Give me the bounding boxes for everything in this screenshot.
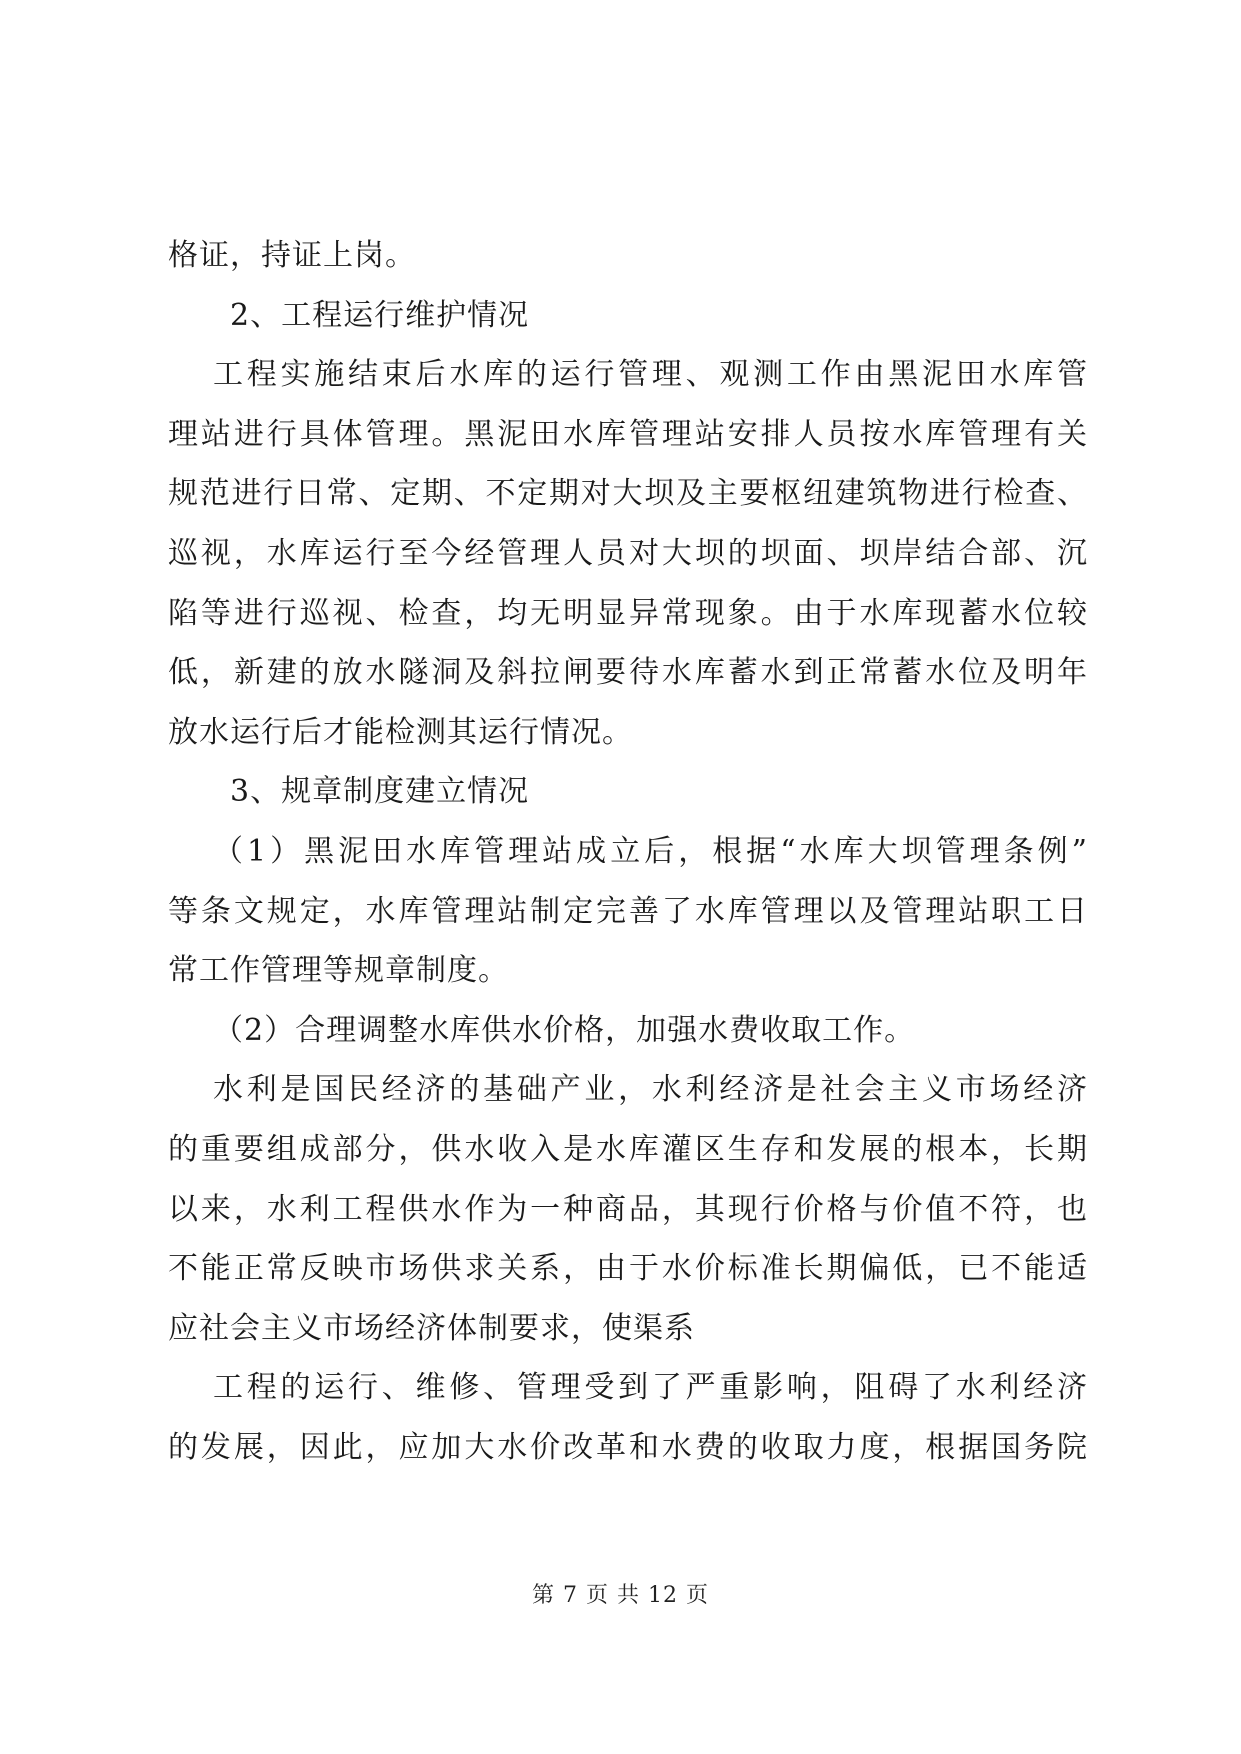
text-line-14: （2）合理调整水库供水价格，加强水费收取工作。 — [213, 1012, 916, 1048]
text-line-13: 常工作管理等规章制度。 — [168, 953, 509, 989]
text-line-21: 的发展，因此，应加大水价改革和水费的收取力度，根据国务院 — [168, 1429, 1088, 1465]
text-line-17: 以来，水利工程供水作为一种商品，其现行价格与价值不符，也 — [168, 1191, 1088, 1227]
text-line-12: 等条文规定，水库管理站制定完善了水库管理以及管理站职工日 — [168, 893, 1088, 929]
text-line-6: 巡视，水库运行至今经管理人员对大坝的坝面、坝岸结合部、沉 — [168, 535, 1088, 571]
document-body — [168, 226, 1088, 1477]
text-line-1: 格证，持证上岗。 — [168, 238, 416, 273]
text-line-3: 工程实施结束后水库的运行管理、观测工作由黑泥田水库管 — [213, 357, 1088, 393]
text-line-15: 水利是国民经济的基础产业，水利经济是社会主义市场经济 — [213, 1072, 1088, 1108]
page-footer: 第 7 页 共 12 页 — [532, 1583, 709, 1608]
text-line-8: 低，新建的放水隧洞及斜拉闸要待水库蓄水到正常蓄水位及明年 — [168, 655, 1088, 691]
section-heading-2: 2、工程运行维护情况 — [230, 297, 530, 333]
text-line-19: 应社会主义市场经济体制要求，使渠系 — [168, 1310, 695, 1346]
text-line-16: 的重要组成部分，供水收入是水库灌区生存和发展的根本，长期 — [168, 1131, 1088, 1167]
section-heading-3: 3、规章制度建立情况 — [230, 774, 530, 810]
text-line-18: 不能正常反映市场供求关系，由于水价标准长期偏低，已不能适 — [168, 1251, 1088, 1287]
text-line-20: 工程的运行、维修、管理受到了严重影响，阻碍了水利经济 — [213, 1370, 1088, 1406]
text-line-9: 放水运行后才能检测其运行情况。 — [168, 714, 633, 750]
text-line-4: 理站进行具体管理。黑泥田水库管理站安排人员按水库管理有关 — [168, 416, 1088, 452]
text-line-7: 陷等进行巡视、检查，均无明显异常现象。由于水库现蓄水位较 — [168, 595, 1088, 631]
text-line-11: （1）黑泥田水库管理站成立后，根据“水库大坝管理条例” — [213, 833, 1088, 869]
text-line-5: 规范进行日常、定期、不定期对大坝及主要枢纽建筑物进行检查、 — [168, 476, 1088, 512]
